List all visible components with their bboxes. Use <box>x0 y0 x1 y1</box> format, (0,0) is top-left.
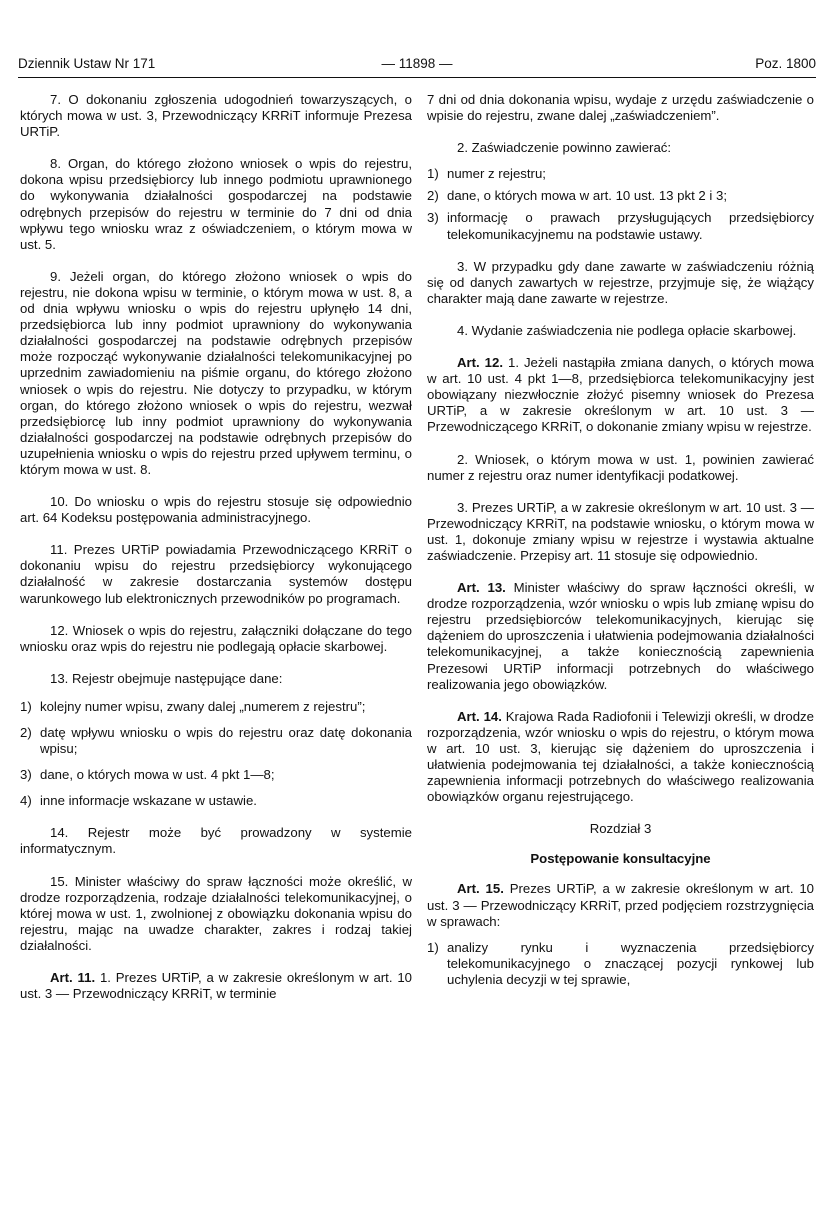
article-11-label: Art. 11. <box>50 970 96 986</box>
page-header <box>18 56 816 78</box>
list-number: 1) <box>427 939 439 955</box>
paragraph-11: 11. Prezes URTiP powiadamia Przewodniczącego KRRiT o dokonaniu wpisu do rejestru przedsiębiorcy wykonującego działalność w zakresie dostarczania systemów dostępu warunkowego lub elektronicznych przewodników po programach. <box>20 542 412 606</box>
right-column <box>427 92 814 998</box>
list-item <box>427 210 814 242</box>
article-12-text: 1. Jeżeli nastąpiła zmiana danych, o których mowa w art. 10 ust. 4 pkt 1—8, przedsiębiorca telekomunikacyjny jest obowiązany niezwłocznie złożyć pisemny wniosek do Prezesa URTiP, a w zakresie określonym w art. 10 ust. 3 — Przewodniczącego KRRiT, o dokonanie zmiany wpisu w rejestrze. <box>427 355 814 435</box>
list-item <box>427 940 814 988</box>
journal-title: Dziennik Ustaw Nr 171 <box>18 56 156 71</box>
article-13 <box>427 580 814 693</box>
article-13-text: Minister właściwy do spraw łączności określi, w drodze rozporządzenia, wzór wniosku o wpis lub zmianę wpisu do rejestru przedsiębiorców telekomunikacyjnych, kierując się dążeniem do uproszczenia i ułatwienia podejmowania działalności telekomunikacyjnej, a także koniecznością zapewnienia Prezesowi URTiP informacji potrzebnych do właściwego realizowania jego obowiązków. <box>427 580 814 692</box>
list-text: numer z rejestru; <box>447 166 546 182</box>
list-text: kolejny numer wpisu, zwany dalej „numerem z rejestru”; <box>40 698 366 714</box>
article-13-label: Art. 13. <box>457 580 506 596</box>
paragraph-14: 14. Rejestr może być prowadzony w systemie informatycznym. <box>20 825 412 857</box>
list-text: dane, o których mowa w ust. 4 pkt 1—8; <box>40 767 275 783</box>
list-item <box>20 793 412 809</box>
list-number: 3) <box>20 767 32 783</box>
article-11-paragraph-2: 2. Zaświadczenie powinno zawierać: <box>457 140 672 156</box>
list-number: 1) <box>20 698 32 714</box>
list-number: 1) <box>427 166 439 182</box>
page-number: — 11898 — <box>381 56 453 71</box>
position-number: Poz. 1800 <box>755 56 816 71</box>
paragraph-10: 10. Do wniosku o wpis do rejestru stosuje się odpowiednio art. 64 Kodeksu postępowania administracyjnego. <box>20 494 412 526</box>
chapter-number: Rozdział 3 <box>589 821 652 837</box>
article-11-paragraph-3: 3. W przypadku gdy dane zawarte w zaświadczeniu różnią się od danych zawartych w rejestrze, przyjmuje się, że wiążący charakter mają dane zawarte w rejestrze. <box>427 258 814 306</box>
paragraph-7: 7. O dokonaniu zgłoszenia udogodnień towarzyszących, o których mowa w ust. 3, Przewodniczący KRRiT informuje Prezesa URTiP. <box>20 92 412 140</box>
list-item <box>427 166 814 182</box>
article-12-paragraph-3: 3. Prezes URTiP, a w zakresie określonym w art. 10 ust. 3 — Przewodniczący KRRiT, na podstawie wniosku, o którym mowa w ust. 1, dokonuje zmiany wpisu w rejestrze i wystawia aktualne zaświadczenie. Przepisy art. 11 stosuje się odpowiednio. <box>427 499 814 563</box>
left-column <box>20 92 412 1018</box>
article-15-label: Art. 15. <box>457 881 504 897</box>
paragraph-8: 8. Organ, do którego złożono wniosek o wpis do rejestru, dokona wpisu przedsiębiorcy lub innego podmiotu uprawnionego do wykonywania działalności gospodarczej na podstawie odrębnych przepisów do rejestru w terminie do 7 dni od dnia wpływu tego wniosku wraz z oświadczeniem, o którym mowa w ust. 5. <box>20 156 412 252</box>
article-15 <box>427 881 814 929</box>
list-text: inne informacje wskazane w ustawie. <box>40 793 257 809</box>
list-text: informację o prawach przysługujących przedsiębiorcy telekomunikacyjnemu na podstawie ustawy. <box>447 210 814 242</box>
article-14-label: Art. 14. <box>457 708 502 724</box>
list-number: 2) <box>427 188 439 204</box>
paragraph-9: 9. Jeżeli organ, do którego złożono wniosek o wpis do rejestru, nie dokona wpisu w terminie, o którym mowa w ust. 8, a od dnia wpływu wniosku o wpis do rejestru upłynęło 14 dni, przedsiębiorca lub inny podmiot uprawniony do wykonywania działalności gospodarczej na podstawie odrębnych przepisów może rozpocząć wykonywanie działalności telekomunikacyjnej po uprzednim zawiadomieniu na piśmie organu, do którego złożono wniosek o wpis do rejestru. Nie dotyczy to przypadku, w którym organ, do którego złożono wniosek o wpis do rejestru, wezwał przedsiębiorcę lub inny podmiot uprawniony do wykonywania działalności gospodarczej na podstawie odrębnych przepisów do uzupełnienia wniosku o wpis do rejestru przed upływem terminu, o którym mowa w ust. 8. <box>20 268 412 477</box>
chapter-title: Postępowanie konsultacyjne <box>530 851 711 867</box>
list-text: analizy rynku i wyznaczenia przedsiębiorcy telekomunikacyjnego o znaczącej pozycji rynkowej lub uchylenia decyzji w tej sprawie, <box>447 939 814 987</box>
list-item <box>20 767 412 783</box>
list-item <box>20 725 412 757</box>
list-number: 2) <box>20 725 32 740</box>
article-14 <box>427 709 814 806</box>
article-11-text: 1. Prezes URTiP, a w zakresie określonym w art. 10 ust. 3 — Przewodniczący KRRiT, w terminie <box>20 970 412 1002</box>
article-12 <box>427 355 814 435</box>
article-11-continuation: 7 dni od dnia dokonania wpisu, wydaje z urzędu zaświadczenie o wpisie do rejestru, zwane dalej „zaświadczeniem”. <box>427 92 814 124</box>
paragraph-13: 13. Rejestr obejmuje następujące dane: <box>50 670 283 686</box>
article-14-text: Krajowa Rada Radiofonii i Telewizji określi, w drodze rozporządzenia, wzór wniosku o wpis do rejestru, o którym mowa w art. 10 ust. 3, kierując się dążeniem do uproszczenia i ułatwienia podejmowania tej działalności, a także koniecznością zapewnienia informacji potrzebnych do właściwego realizowania obowiązków organu rejestrującego. <box>427 708 814 805</box>
list-number: 3) <box>427 210 439 226</box>
article-15-text: Prezes URTiP, a w zakresie określonym w art. 10 ust. 3 — Przewodniczący KRRiT, przed podjęciem rozstrzygnięcia w sprawach: <box>427 881 814 929</box>
header-rule <box>18 77 816 78</box>
list-number: 4) <box>20 793 32 809</box>
paragraph-12: 12. Wniosek o wpis do rejestru, załączniki dołączane do tego wniosku oraz wpis do rejestru nie podlegają opłacie skarbowej. <box>20 622 412 654</box>
list-item <box>20 699 412 715</box>
article-11-paragraph-4: 4. Wydanie zaświadczenia nie podlega opłacie skarbowej. <box>457 322 797 338</box>
list-item <box>427 188 814 204</box>
list-text: datę wpływu wniosku o wpis do rejestru oraz datę dokonania wpisu; <box>40 725 412 757</box>
article-12-paragraph-2: 2. Wniosek, o którym mowa w ust. 1, powinien zawierać numer z rejestru oraz numer identyfikacji podatkowej. <box>427 451 814 483</box>
article-12-label: Art. 12. <box>457 355 504 371</box>
paragraph-15: 15. Minister właściwy do spraw łączności może określić, w drodze rozporządzenia, rodzaje działalności telekomunikacyjnej, o której mowa w ust. 1, zwolnionej z obowiązku dokonania wpisu do rejestru, mając na uwadze charakter, zakres i rodzaj takiej działalności. <box>20 873 412 953</box>
article-11 <box>20 970 412 1002</box>
list-text: dane, o których mowa w art. 10 ust. 13 pkt 2 i 3; <box>447 188 728 204</box>
